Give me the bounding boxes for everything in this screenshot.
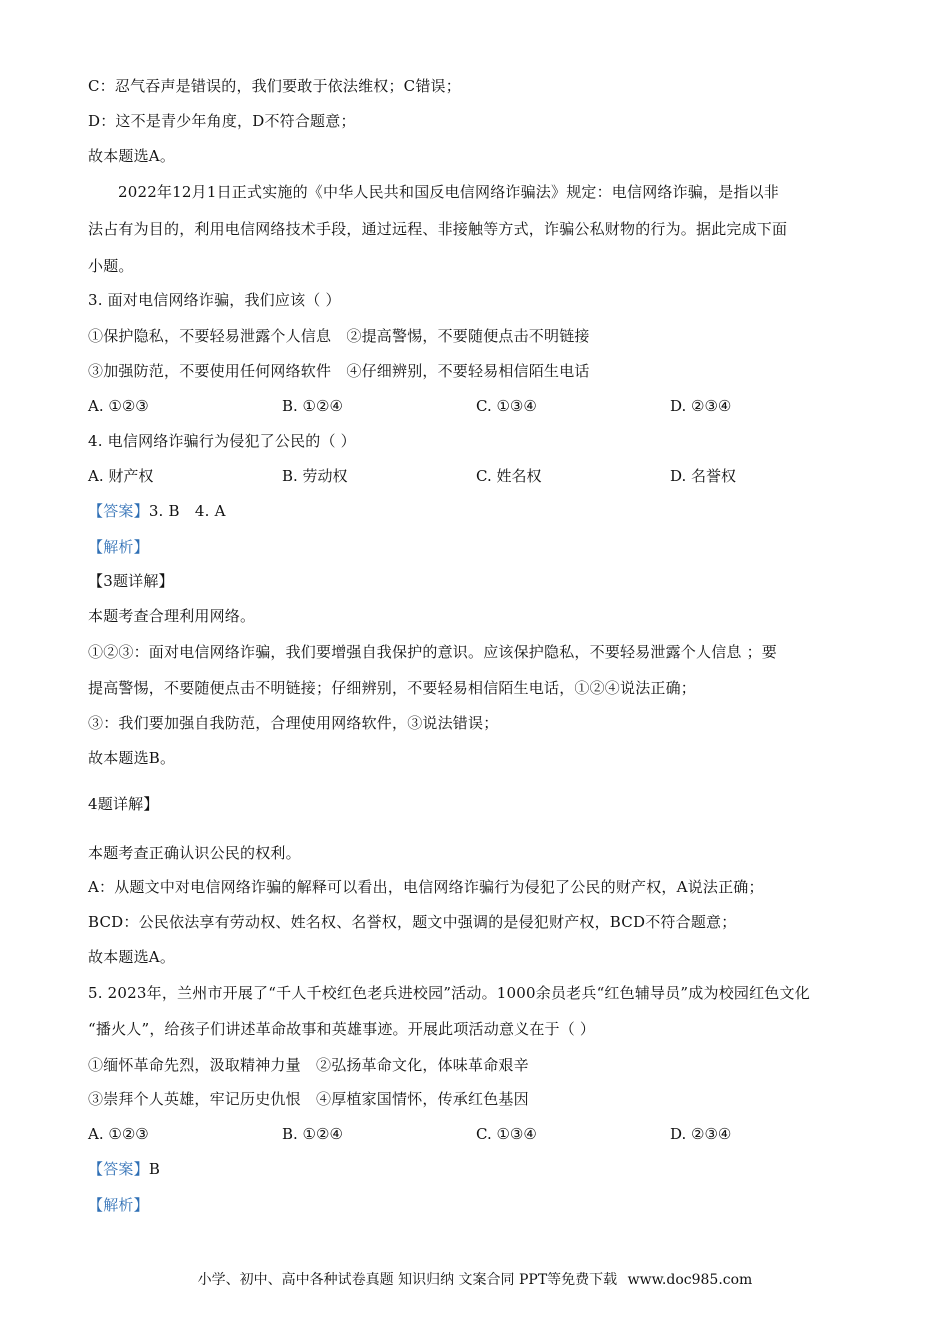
text-line: ③：我们要加强自我防范，合理使用网络软件，③说法错误； (88, 714, 499, 732)
question-3-statement: ③加强防范，不要使用任何网络软件 ④仔细辨别，不要轻易相信陌生电话 (88, 362, 590, 380)
q4-option-d: D. 名誉权 (670, 467, 737, 485)
q5-option-d: D. ②③④ (670, 1125, 732, 1143)
q4-option-c: C. 姓名权 (476, 467, 542, 485)
text-line: 故本题选A。 (88, 948, 176, 966)
text-line: 提高警惕，不要随便点击不明链接；仔细辨别，不要轻易相信陌生电话，①②④说法正确； (88, 679, 697, 697)
answer-line (88, 1159, 160, 1179)
question-3: 3. 面对电信网络诈骗，我们应该（ ） (88, 291, 341, 309)
question-5-statement: ③崇拜个人英雄，牢记历史仇恨 ④厚植家国情怀，传承红色基因 (88, 1090, 529, 1108)
q5-option-b: B. ①②④ (282, 1125, 343, 1143)
analysis-tag: 【解析】 (88, 538, 149, 556)
passage-line: 小题。 (88, 257, 134, 275)
q3-option-d: D. ②③④ (670, 397, 732, 415)
text-line: BCD：公民依法享有劳动权、姓名权、名誉权，题文中强调的是侵犯财产权，BCD不符合题意； (88, 913, 737, 931)
question-4: 4. 电信网络诈骗行为侵犯了公民的（ ） (88, 432, 356, 450)
passage-line: 法占有为目的，利用电信网络技术手段，通过远程、非接触等方式，诈骗公私财物的行为。据此完成下面 (88, 220, 788, 238)
question-5: 5. 2023年，兰州市开展了“千人千校红色老兵进校园”活动。1000余员老兵“红色辅导员”成为校园红色文化 (88, 984, 810, 1002)
q4-option-b: B. 劳动权 (282, 467, 348, 485)
answer-value: 3. B 4. A (148, 502, 226, 520)
detail-3-title: 【3题详解】 (88, 572, 174, 590)
footer-text: 小学、初中、高中各种试卷真题 知识归纳 文案合同 PPT等免费下载 (197, 1272, 618, 1288)
text-line: A：从题文中对电信网络诈骗的解释可以看出，电信网络诈骗行为侵犯了公民的财产权，A说法正确； (88, 878, 764, 896)
text-line: 故本题选A。 (88, 147, 176, 165)
analysis-tag: 【解析】 (88, 1196, 149, 1214)
question-3-statement: ①保护隐私，不要轻易泄露个人信息 ②提高警惕，不要随便点击不明链接 (88, 327, 590, 345)
answer-line (88, 501, 226, 521)
page-footer (0, 1270, 950, 1290)
footer-link[interactable]: www.doc985.com (627, 1272, 753, 1288)
q4-option-a: A. 财产权 (88, 467, 154, 485)
text-line: 故本题选B。 (88, 749, 176, 767)
passage-line: 2022年12月1日正式实施的《中华人民共和国反电信网络诈骗法》规定：电信网络诈骗，是指以非 (118, 183, 780, 201)
q3-option-c: C. ①③④ (476, 397, 537, 415)
question-5-statement: ①缅怀革命先烈，汲取精神力量 ②弘扬革命文化，体味革命艰辛 (88, 1056, 529, 1074)
q5-option-c: C. ①③④ (476, 1125, 537, 1143)
q5-option-a: A. ①②③ (88, 1125, 149, 1143)
text-line: ①②③：面对电信网络诈骗，我们要增强自我保护的意识。应该保护隐私，不要轻易泄露个人信息 ；要 (88, 643, 777, 661)
detail-4-title: 4题详解】 (88, 795, 159, 813)
question-5: “播火人”，给孩子们讲述革命故事和英雄事迹。开展此项活动意义在于（ ） (88, 1020, 596, 1038)
answer-tag: 【答案】 (88, 502, 149, 520)
text-line: C：忍气吞声是错误的，我们要敢于依法维权；C错误； (88, 77, 461, 95)
text-line: 本题考查合理利用网络。 (88, 607, 256, 625)
answer-value: B (148, 1160, 161, 1178)
q3-option-b: B. ①②④ (282, 397, 343, 415)
text-line: 本题考查正确认识公民的权利。 (88, 844, 301, 862)
answer-tag: 【答案】 (88, 1160, 149, 1178)
q3-option-a: A. ①②③ (88, 397, 149, 415)
text-line: D：这不是青少年角度，D不符合题意； (88, 112, 356, 130)
